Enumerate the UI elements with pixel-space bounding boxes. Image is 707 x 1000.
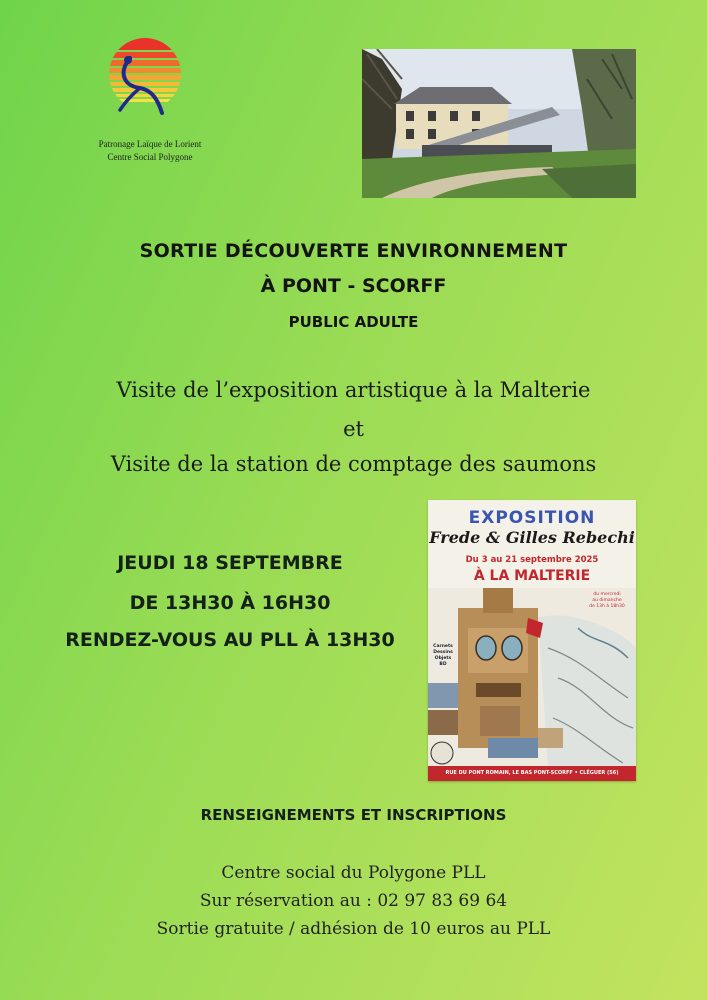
info-price: Sortie gratuite / adhésion de 10 euros au PLL (156, 919, 551, 939)
event-title-line2: À PONT - SCORFF (260, 275, 447, 297)
poster-dates: Du 3 au 21 septembre 2025 (465, 555, 599, 565)
organization-line2: Centre Social Polygone (107, 152, 193, 162)
poster-category: Objets (434, 656, 452, 661)
pll-logo (100, 38, 190, 118)
info-heading: RENSEIGNEMENTS ET INSCRIPTIONS (200, 806, 507, 824)
malterie-photo (362, 49, 636, 198)
exhibition-poster (428, 500, 636, 781)
poster-category: Carnets (433, 644, 453, 649)
visit-exhibition: Visite de l’exposition artistique à la Malterie (116, 378, 591, 402)
event-date: JEUDI 18 SEPTEMBRE (117, 552, 343, 574)
poster-category: Dessins (433, 650, 453, 655)
poster-artists: Frede & Gilles Rebechi (429, 528, 635, 547)
organization-name (70, 138, 230, 164)
visit-conjunction: et (343, 417, 364, 441)
poster-hours (578, 592, 636, 610)
poster-category: BD (439, 662, 447, 667)
event-time: DE 13H30 À 16H30 (129, 592, 331, 614)
poster-categories (428, 644, 458, 668)
poster-hours-line: du mercredi (593, 592, 621, 597)
event-meeting-point: RENDEZ-VOUS AU PLL À 13H30 (65, 629, 395, 651)
visit-salmon-station: Visite de la station de comptage des saumons (110, 452, 597, 476)
info-center: Centre social du Polygone PLL (221, 863, 486, 883)
event-audience: PUBLIC ADULTE (288, 313, 419, 331)
poster-artwork (428, 588, 636, 766)
poster-venue: À LA MALTERIE (473, 568, 591, 584)
organization-line1: Patronage Laïque de Lorient (98, 139, 202, 149)
event-title-line1: SORTIE DÉCOUVERTE ENVIRONNEMENT (139, 240, 568, 262)
poster-hours-line: de 13h à 18h30 (589, 604, 625, 609)
info-reservation-phone: Sur réservation au : 02 97 83 69 64 (199, 891, 508, 911)
poster-address: RUE DU PONT ROMAIN, LE BAS PONT-SCORFF • CLÉGUER (56) (428, 766, 636, 781)
poster-hours-line: au dimanche (592, 598, 622, 603)
poster-title: EXPOSITION (468, 508, 596, 528)
